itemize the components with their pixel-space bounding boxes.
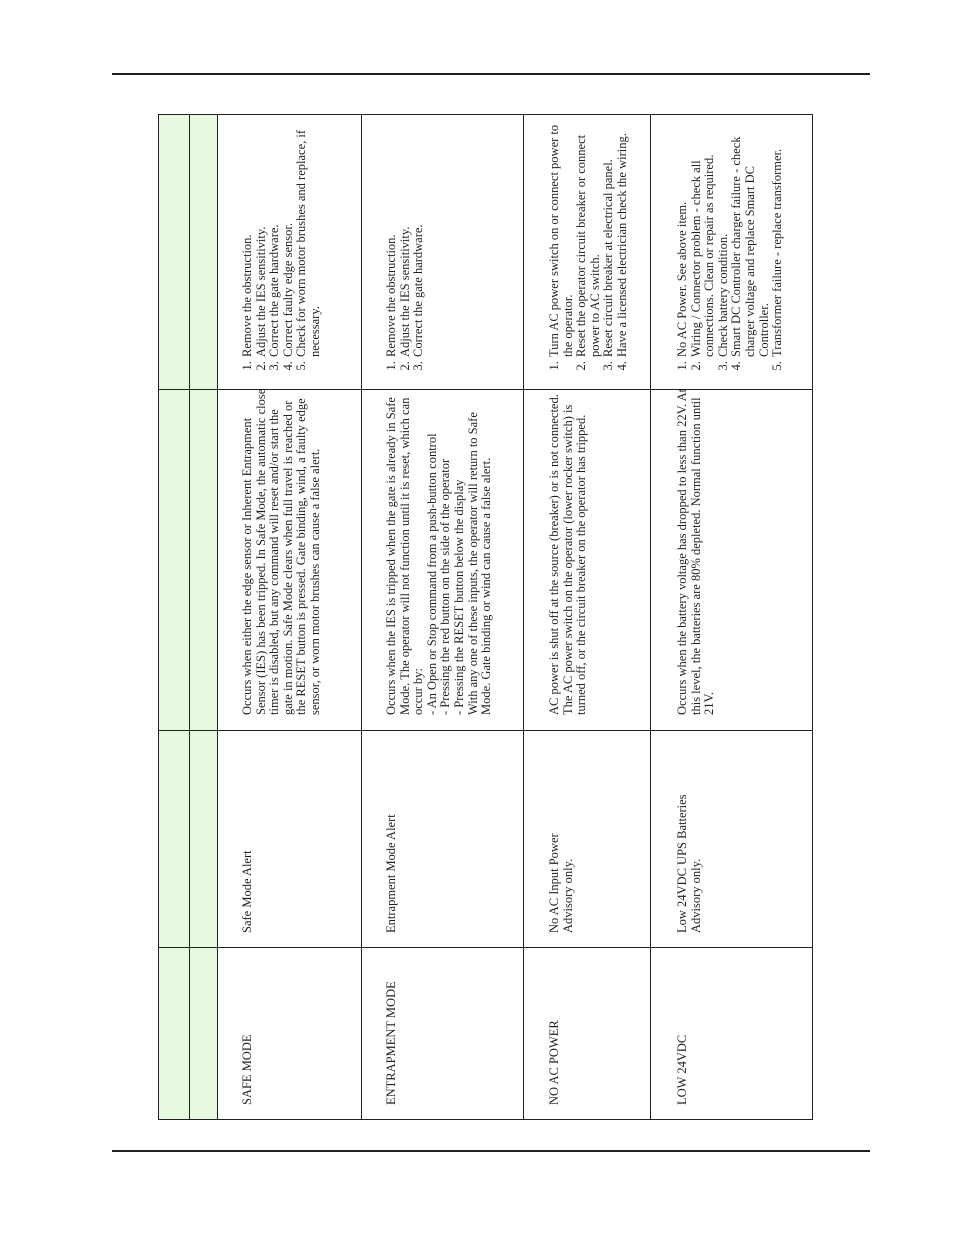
troubleshooting-table (158, 114, 813, 1120)
footer-rule (112, 1150, 870, 1152)
row-safe-mode-solutions (241, 117, 323, 375)
message-text: Low 24VDC UPS Batteries (675, 794, 689, 933)
row-entrapment-message (385, 733, 399, 933)
solution-item: 3. Check battery condition. (717, 117, 731, 358)
code-text: NO AC POWER (547, 1020, 561, 1105)
solution-item: 3. Correct the gate hardware. (412, 117, 426, 358)
row-entrapment-solutions (385, 117, 426, 375)
description-text: - Pressing the red button on the side of the operator (438, 458, 453, 715)
row-no-ac-description (548, 387, 589, 715)
message-extra: Advisory only. (560, 858, 575, 933)
row-entrapment-description (385, 387, 494, 715)
divider-code-message (159, 947, 812, 948)
code-text: LOW 24VDC (675, 1034, 689, 1105)
header-band (159, 115, 218, 1119)
solution-list (241, 117, 323, 375)
divider-row-3 (650, 115, 651, 1119)
solution-item: 4. Have a licensed electrician check the wiring. (616, 117, 630, 358)
solution-list (676, 117, 785, 375)
solution-item: 2. Wiring / Connector problem - check all connections. Clean or repair as required. (690, 117, 717, 358)
row-low-24vdc-message (676, 733, 703, 933)
solution-item: 3. Correct the gate hardware. (268, 117, 282, 358)
row-no-ac-code (548, 957, 562, 1105)
message-text: Entrapment Mode Alert (384, 814, 398, 933)
solution-item: 3. Reset circuit breaker at electrical panel. (602, 117, 616, 358)
row-safe-mode-description (241, 387, 323, 715)
code-text: ENTRAPMENT MODE (384, 981, 398, 1105)
divider-message-description (159, 730, 812, 731)
solution-item: 2. Reset the operator circuit breaker or connect power to AC switch. (575, 117, 602, 358)
row-low-24vdc-solutions (676, 117, 785, 375)
solution-item: 2. Adjust the IES sensitivity. (255, 117, 269, 358)
divider-row-2 (523, 115, 524, 1119)
solution-list (548, 117, 630, 375)
description-text: - Pressing the RESET button below the display (451, 479, 466, 715)
description-text: - An Open or Stop command from a push-button control (424, 433, 439, 715)
description-text: Occurs when either the edge sensor or Inherent Entrapment Sensor (IES) has been tripped. In Safe Mode, the automatic close timer is disabled, but any command will reset and/or start the gate in motion. Safe Mode clears when full travel is reached or the RESET button is pressed. Gate binding, wind, a faulty edge sensor, or worn motor brushes can cause a false alert. (240, 388, 322, 715)
solution-item: 1. Remove the obstruction. (241, 117, 255, 358)
solution-item: 4. Smart DC Controller charger failure - check charger voltage and replace Smart DC Controller. (730, 117, 771, 358)
row-no-ac-message (548, 733, 575, 933)
row-low-24vdc-code (676, 957, 690, 1105)
row-no-ac-solutions (548, 117, 630, 375)
solution-item: 5. Transformer failure - replace transformer. (771, 117, 785, 358)
message-text: No AC Input Power (547, 833, 561, 933)
message-extra: Advisory only. (688, 858, 703, 933)
solution-list (385, 117, 426, 375)
description-text: AC power is shut off at the source (breaker) or is not connected. The AC power switch on the operator (lower rocker switch) is turned off, or the circuit breaker on the operator has tripped. (547, 394, 589, 715)
solution-item: 4. Correct faulty edge sensor. (282, 117, 296, 358)
solution-item: 5. Check for worn motor brushes and replace, if necessary. (295, 117, 322, 358)
solution-item: 1. Turn AC power switch on or connect power to the operator. (548, 117, 575, 358)
row-low-24vdc-description (676, 387, 717, 715)
description-text: Occurs when the IES is tripped when the gate is already in Safe Mode. The operator will not function until it is reset, which can occur by: (384, 397, 426, 715)
solution-item: 2. Adjust the IES sensitivity. (399, 117, 413, 358)
description-text: Occurs when the battery voltage has dropped to less than 22V. At this level, the batteries are 80% depleted. Normal function until 21V. (675, 388, 717, 715)
solution-item: 1. No AC Power. See above item. (676, 117, 690, 358)
row-safe-mode-message (241, 733, 255, 933)
code-text: SAFE MODE (240, 1034, 254, 1105)
divider-row-1 (361, 115, 362, 1119)
header-band-divider (189, 115, 190, 1119)
header-rule (112, 73, 870, 75)
solution-item: 1. Remove the obstruction. (385, 117, 399, 358)
description-text: With any one of these inputs, the operator will return to Safe Mode. Gate binding or wind can cause a false alert. (465, 412, 494, 715)
row-entrapment-code (385, 957, 399, 1105)
row-safe-mode-code (241, 957, 255, 1105)
message-text: Safe Mode Alert (240, 850, 254, 933)
